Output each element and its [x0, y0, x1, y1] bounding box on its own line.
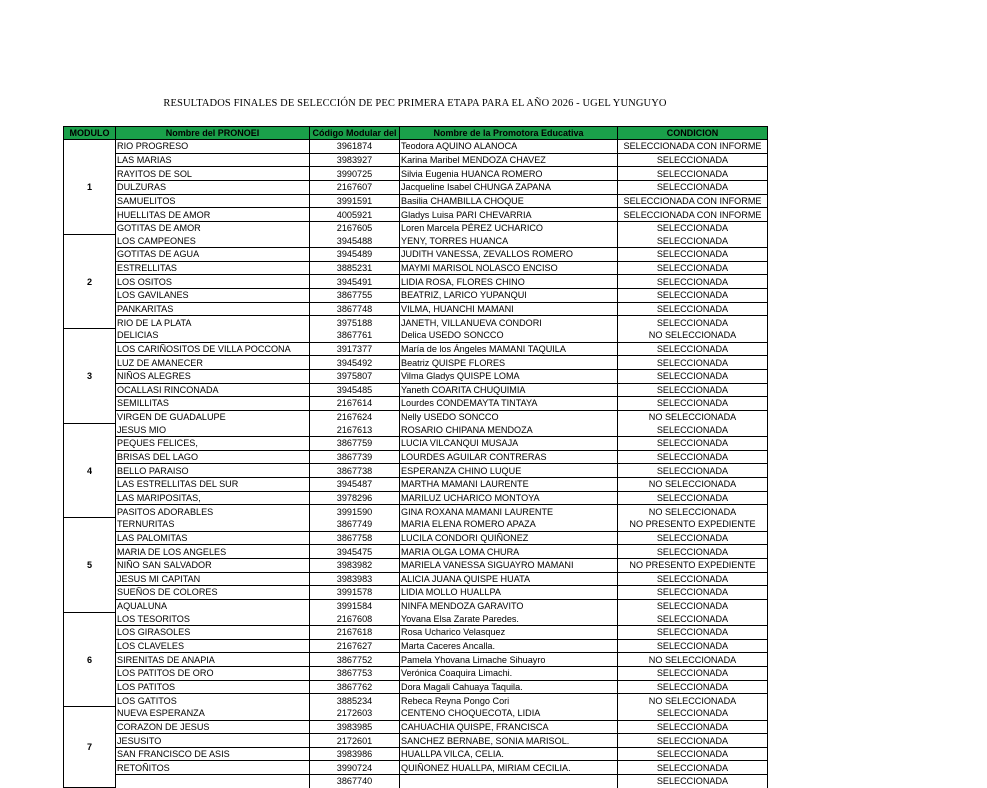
codigo-cell: 3983927	[310, 153, 400, 167]
codigo-cell: 3991578	[310, 586, 400, 600]
pronoei-name-cell: DULZURAS	[116, 180, 310, 194]
table-row	[64, 478, 768, 492]
table-row	[64, 572, 768, 586]
promotora-cell: Gladys Luisa PARI CHEVARRIA	[400, 208, 618, 222]
promotora-cell: Verónica Coaquira Limachi.	[400, 666, 618, 680]
pronoei-name-cell: LOS CLAVELES	[116, 639, 310, 653]
codigo-cell: 3975188	[310, 316, 400, 329]
promotora-cell: GINA ROXANA MAMANI LAURENTE	[400, 505, 618, 518]
codigo-cell: 3885234	[310, 694, 400, 707]
codigo-cell: 3978296	[310, 491, 400, 505]
pronoei-name-cell: OCALLASI RINCONADA	[116, 383, 310, 397]
module-number-cell: 2	[64, 234, 116, 328]
codigo-cell: 3945485	[310, 383, 400, 397]
promotora-cell: LIDIA ROSA, FLORES CHINO	[400, 275, 618, 289]
table-row	[64, 302, 768, 316]
promotora-cell: MARILUZ UCHARICO MONTOYA	[400, 491, 618, 505]
table-row	[64, 626, 768, 640]
condicion-cell: SELECCIONADA CON INFORME	[618, 208, 768, 222]
results-table	[63, 126, 768, 788]
table-row	[64, 329, 768, 342]
condicion-cell: SELECCIONADA	[618, 464, 768, 478]
table-row	[64, 491, 768, 505]
promotora-cell: Dora Magali Cahuaya Taquila.	[400, 680, 618, 694]
condicion-cell: SELECCIONADA	[618, 639, 768, 653]
codigo-cell: 3867752	[310, 653, 400, 667]
pronoei-name-cell: PEQUES FELICES,	[116, 437, 310, 451]
condicion-cell: NO SELECCIONADA	[618, 478, 768, 492]
condicion-cell: SELECCIONADA	[618, 289, 768, 303]
promotora-cell: MARTHA MAMANI LAURENTE	[400, 478, 618, 492]
codigo-cell: 3867740	[310, 775, 400, 788]
pronoei-name-cell: JESUS MI CAPITAN	[116, 572, 310, 586]
promotora-cell: Yaneth COARITA CHUQUIMIA	[400, 383, 618, 397]
condicion-cell: SELECCIONADA	[618, 734, 768, 748]
codigo-cell: 3991591	[310, 194, 400, 208]
pronoei-name-cell: GOTITAS DE AGUA	[116, 248, 310, 262]
promotora-cell: LOURDES AGUILAR CONTRERAS	[400, 450, 618, 464]
pronoei-name-cell: LUZ DE AMANECER	[116, 356, 310, 370]
header-pronoei: Nombre del PRONOEI	[116, 127, 310, 140]
pronoei-name-cell: LOS CAMPEONES	[116, 234, 310, 247]
codigo-cell: 3867738	[310, 464, 400, 478]
codigo-cell: 3867739	[310, 450, 400, 464]
table-header-row	[64, 127, 768, 140]
pronoei-name-cell: NIÑO SAN SALVADOR	[116, 558, 310, 572]
pronoei-name-cell: NIÑOS ALEGRES	[116, 369, 310, 383]
pronoei-name-cell: RIO PROGRESO	[116, 140, 310, 154]
table-row	[64, 680, 768, 694]
table-row	[64, 545, 768, 559]
codigo-cell: 3885231	[310, 261, 400, 275]
promotora-cell: BEATRIZ, LARICO YUPANQUI	[400, 289, 618, 303]
pronoei-name-cell: VIRGEN DE GUADALUPE	[116, 410, 310, 423]
codigo-cell: 3867758	[310, 531, 400, 545]
codigo-cell: 3983985	[310, 720, 400, 734]
promotora-cell: ROSARIO CHIPANA MENDOZA	[400, 423, 618, 436]
promotora-cell: MAYMI MARISOL NOLASCO ENCISO	[400, 261, 618, 275]
pronoei-name-cell: PANKARITAS	[116, 302, 310, 316]
codigo-cell: 3867748	[310, 302, 400, 316]
condicion-cell: NO PRESENTO EXPEDIENTE	[618, 518, 768, 531]
condicion-cell: SELECCIONADA	[618, 397, 768, 411]
pronoei-name-cell: LAS MARIPOSITAS,	[116, 491, 310, 505]
codigo-cell: 2167624	[310, 410, 400, 423]
table-row	[64, 653, 768, 667]
promotora-cell: HUALLPA VILCA, CELIA.	[400, 747, 618, 761]
pronoei-name-cell: ESTRELLITAS	[116, 261, 310, 275]
promotora-cell: Loren Marcela PÉREZ UCHARICO	[400, 221, 618, 234]
table-row	[64, 639, 768, 653]
condicion-cell: SELECCIONADA	[618, 316, 768, 329]
table-row	[64, 586, 768, 600]
condicion-cell: SELECCIONADA CON INFORME	[618, 140, 768, 154]
pronoei-name-cell: LAS ESTRELLITAS DEL SUR	[116, 478, 310, 492]
condicion-cell: SELECCIONADA	[618, 747, 768, 761]
table-row	[64, 194, 768, 208]
table-row	[64, 289, 768, 303]
table-row	[64, 397, 768, 411]
condicion-cell: SELECCIONADA	[618, 369, 768, 383]
table-row	[64, 720, 768, 734]
condicion-cell: SELECCIONADA	[618, 180, 768, 194]
pronoei-name-cell: LOS GAVILANES	[116, 289, 310, 303]
pronoei-name-cell: SUEÑOS DE COLORES	[116, 586, 310, 600]
table-row	[64, 234, 768, 247]
promotora-cell: JANETH, VILLANUEVA CONDORI	[400, 316, 618, 329]
module-number-cell: 3	[64, 329, 116, 423]
condicion-cell: NO SELECCIONADA	[618, 329, 768, 342]
table-row	[64, 775, 768, 788]
pronoei-name-cell: GOTITAS DE AMOR	[116, 221, 310, 234]
promotora-cell: Vilma Gladys QUISPE LOMA	[400, 369, 618, 383]
codigo-cell: 2167608	[310, 612, 400, 625]
codigo-cell: 3983982	[310, 558, 400, 572]
condicion-cell: SELECCIONADA	[618, 234, 768, 247]
condicion-cell: SELECCIONADA	[618, 666, 768, 680]
codigo-cell: 3945489	[310, 248, 400, 262]
promotora-cell: Jacqueline Isabel CHUNGA ZAPANA	[400, 180, 618, 194]
codigo-cell: 2167618	[310, 626, 400, 640]
table-row	[64, 531, 768, 545]
condicion-cell: SELECCIONADA	[618, 356, 768, 370]
table-row	[64, 275, 768, 289]
promotora-cell: Basilia CHAMBILLA CHOQUE	[400, 194, 618, 208]
pronoei-name-cell: RAYITOS DE SOL	[116, 167, 310, 181]
pronoei-name-cell: LAS PALOMITAS	[116, 531, 310, 545]
promotora-cell: Teodora AQUINO ALANOCA	[400, 140, 618, 154]
codigo-cell: 3867761	[310, 329, 400, 342]
condicion-cell: SELECCIONADA	[618, 221, 768, 234]
promotora-cell: ESPERANZA CHINO LUQUE	[400, 464, 618, 478]
promotora-cell: VILMA, HUANCHI MAMANI	[400, 302, 618, 316]
promotora-cell: Lourdes CONDEMAYTA TINTAYA	[400, 397, 618, 411]
condicion-cell: SELECCIONADA	[618, 599, 768, 612]
pronoei-name-cell: SAMUELITOS	[116, 194, 310, 208]
pronoei-name-cell: JESUSITO	[116, 734, 310, 748]
promotora-cell	[400, 775, 618, 788]
condicion-cell: SELECCIONADA	[618, 680, 768, 694]
pronoei-name-cell: AQUALUNA	[116, 599, 310, 612]
pronoei-name-cell: SEMILLITAS	[116, 397, 310, 411]
table-row	[64, 464, 768, 478]
table-row	[64, 437, 768, 451]
module-number-cell: 6	[64, 612, 116, 706]
promotora-cell: Karina Maribel MENDOZA CHAVEZ	[400, 153, 618, 167]
codigo-cell: 2167613	[310, 423, 400, 436]
promotora-cell: JUDITH VANESSA, ZEVALLOS ROMERO	[400, 248, 618, 262]
promotora-cell: Rosa Ucharico Velasquez	[400, 626, 618, 640]
condicion-cell: SELECCIONADA CON INFORME	[618, 194, 768, 208]
promotora-cell: Beatriz QUISPE FLORES	[400, 356, 618, 370]
promotora-cell: YENY, TORRES HUANCA	[400, 234, 618, 247]
codigo-cell: 3867753	[310, 666, 400, 680]
codigo-cell: 2167607	[310, 180, 400, 194]
table-row	[64, 167, 768, 181]
codigo-cell: 3867755	[310, 289, 400, 303]
promotora-cell: CAHUACHIA QUISPE, FRANCISCA	[400, 720, 618, 734]
table-row	[64, 518, 768, 531]
codigo-cell: 3945487	[310, 478, 400, 492]
codigo-cell: 3983983	[310, 572, 400, 586]
promotora-cell: LIDIA MOLLO HUALLPA	[400, 586, 618, 600]
promotora-cell: NINFA MENDOZA GARAVITO	[400, 599, 618, 612]
pronoei-name-cell: PASITOS ADORABLES	[116, 505, 310, 518]
header-modulo: MODULO	[64, 127, 116, 140]
condicion-cell: SELECCIONADA	[618, 531, 768, 545]
condicion-cell: SELECCIONADA	[618, 383, 768, 397]
condicion-cell: SELECCIONADA	[618, 545, 768, 559]
promotora-cell: LUCIA VILCANQUI MUSAJA	[400, 437, 618, 451]
promotora-cell: LUCILA CONDORI QUIÑONEZ	[400, 531, 618, 545]
codigo-cell: 3945491	[310, 275, 400, 289]
pronoei-name-cell	[116, 775, 310, 788]
table-row	[64, 316, 768, 329]
promotora-cell: MARIELA VANESSA SIGUAYRO MAMANI	[400, 558, 618, 572]
condicion-cell: SELECCIONADA	[618, 261, 768, 275]
codigo-cell: 3945475	[310, 545, 400, 559]
codigo-cell: 2172601	[310, 734, 400, 748]
pronoei-name-cell: SIRENITAS DE ANAPIA	[116, 653, 310, 667]
table-row	[64, 707, 768, 720]
module-number-cell: 4	[64, 423, 116, 517]
table-row	[64, 558, 768, 572]
pronoei-name-cell: TERNURITAS	[116, 518, 310, 531]
codigo-cell: 2167627	[310, 639, 400, 653]
pronoei-name-cell: LOS PATITOS	[116, 680, 310, 694]
promotora-cell: ALICIA JUANA QUISPE HUATA	[400, 572, 618, 586]
codigo-cell: 2167605	[310, 221, 400, 234]
pronoei-name-cell: RIO DE LA PLATA	[116, 316, 310, 329]
table-row	[64, 369, 768, 383]
pronoei-name-cell: BELLO PARAISO	[116, 464, 310, 478]
condicion-cell: SELECCIONADA	[618, 302, 768, 316]
pronoei-name-cell: LOS GATITOS	[116, 694, 310, 707]
codigo-cell: 3867749	[310, 518, 400, 531]
condicion-cell: NO SELECCIONADA	[618, 410, 768, 423]
promotora-cell: CENTENO CHOQUECOTA, LIDIA	[400, 707, 618, 720]
pronoei-name-cell: RETOÑITOS	[116, 761, 310, 775]
condicion-cell: SELECCIONADA	[618, 275, 768, 289]
condicion-cell: SELECCIONADA	[618, 775, 768, 788]
promotora-cell: Silvia Eugenia HUANCA ROMERO	[400, 167, 618, 181]
table-row	[64, 153, 768, 167]
pronoei-name-cell: LOS CARIÑOSITOS DE VILLA POCCONA	[116, 342, 310, 356]
codigo-cell: 3990724	[310, 761, 400, 775]
table-row	[64, 612, 768, 625]
table-row	[64, 383, 768, 397]
codigo-cell: 3990725	[310, 167, 400, 181]
promotora-cell: María de los Ángeles MAMANI TAQUILA	[400, 342, 618, 356]
condicion-cell: SELECCIONADA	[618, 423, 768, 436]
codigo-cell: 3917377	[310, 342, 400, 356]
codigo-cell: 3991584	[310, 599, 400, 612]
table-row	[64, 180, 768, 194]
codigo-cell: 4005921	[310, 208, 400, 222]
results-body	[64, 140, 768, 788]
header-promotora: Nombre de la Promotora Educativa	[400, 127, 618, 140]
table-row	[64, 248, 768, 262]
pronoei-name-cell: LOS GIRASOLES	[116, 626, 310, 640]
table-row	[64, 599, 768, 612]
codigo-cell: 3867759	[310, 437, 400, 451]
table-row	[64, 747, 768, 761]
pronoei-name-cell: JESUS MIO	[116, 423, 310, 436]
promotora-cell: Delica USEDO SONCCO	[400, 329, 618, 342]
pronoei-name-cell: MARIA DE LOS ANGELES	[116, 545, 310, 559]
pronoei-name-cell: CORAZON DE JESUS	[116, 720, 310, 734]
condicion-cell: NO SELECCIONADA	[618, 653, 768, 667]
codigo-cell: 3945492	[310, 356, 400, 370]
promotora-cell: MARIA ELENA ROMERO APAZA	[400, 518, 618, 531]
pronoei-name-cell: NUEVA ESPERANZA	[116, 707, 310, 720]
table-row	[64, 761, 768, 775]
table-row	[64, 423, 768, 436]
pronoei-name-cell: LOS TESORITOS	[116, 612, 310, 625]
module-number-cell: 1	[64, 140, 116, 235]
condicion-cell: SELECCIONADA	[618, 342, 768, 356]
table-row	[64, 734, 768, 748]
codigo-cell: 3983986	[310, 747, 400, 761]
pronoei-name-cell: LOS PATITOS DE ORO	[116, 666, 310, 680]
promotora-cell: Marta Caceres Ancalla.	[400, 639, 618, 653]
table-row	[64, 505, 768, 518]
table-row	[64, 694, 768, 707]
module-number-cell: 5	[64, 518, 116, 612]
header-condicion: CONDICION	[618, 127, 768, 140]
promotora-cell: Nelly USEDO SONCCO	[400, 410, 618, 423]
pronoei-name-cell: BRISAS DEL LAGO	[116, 450, 310, 464]
table-row	[64, 356, 768, 370]
promotora-cell: Pamela Yhovana Limache Sihuayro	[400, 653, 618, 667]
table-row	[64, 666, 768, 680]
table-row	[64, 450, 768, 464]
condicion-cell: NO PRESENTO EXPEDIENTE	[618, 558, 768, 572]
table-row	[64, 221, 768, 234]
promotora-cell: Rebeca Reyna Pongo Cori	[400, 694, 618, 707]
pronoei-name-cell: DELICIAS	[116, 329, 310, 342]
condicion-cell: NO SELECCIONADA	[618, 694, 768, 707]
codigo-cell: 3975807	[310, 369, 400, 383]
condicion-cell: SELECCIONADA	[618, 626, 768, 640]
condicion-cell: NO SELECCIONADA	[618, 505, 768, 518]
pronoei-name-cell: LOS OSITOS	[116, 275, 310, 289]
pronoei-name-cell: LAS MARIAS	[116, 153, 310, 167]
promotora-cell: QUIÑONEZ HUALLPA, MIRIAM CECILIA.	[400, 761, 618, 775]
condicion-cell: SELECCIONADA	[618, 720, 768, 734]
condicion-cell: SELECCIONADA	[618, 612, 768, 625]
condicion-cell: SELECCIONADA	[618, 450, 768, 464]
condicion-cell: SELECCIONADA	[618, 491, 768, 505]
table-row	[64, 410, 768, 423]
condicion-cell: SELECCIONADA	[618, 707, 768, 720]
pronoei-name-cell: SAN FRANCISCO DE ASIS	[116, 747, 310, 761]
document-title: RESULTADOS FINALES DE SELECCIÓN DE PEC PRIMERA ETAPA PARA EL AÑO 2026 - UGEL YUNGUYO	[163, 98, 667, 109]
codigo-cell: 3961874	[310, 140, 400, 154]
promotora-cell: MARIA OLGA LOMA CHURA	[400, 545, 618, 559]
table-row	[64, 140, 768, 154]
condicion-cell: SELECCIONADA	[618, 586, 768, 600]
condicion-cell: SELECCIONADA	[618, 437, 768, 451]
codigo-cell: 2172603	[310, 707, 400, 720]
promotora-cell: SANCHEZ BERNABE, SONIA MARISOL.	[400, 734, 618, 748]
pronoei-name-cell: HUELLITAS DE AMOR	[116, 208, 310, 222]
condicion-cell: SELECCIONADA	[618, 167, 768, 181]
promotora-cell: Yovana Elsa Zarate Paredes.	[400, 612, 618, 625]
codigo-cell: 3991590	[310, 505, 400, 518]
codigo-cell: 2167614	[310, 397, 400, 411]
codigo-cell: 3867762	[310, 680, 400, 694]
table-row	[64, 208, 768, 222]
condicion-cell: SELECCIONADA	[618, 761, 768, 775]
codigo-cell: 3945488	[310, 234, 400, 247]
table-row	[64, 342, 768, 356]
table-row	[64, 261, 768, 275]
condicion-cell: SELECCIONADA	[618, 153, 768, 167]
condicion-cell: SELECCIONADA	[618, 572, 768, 586]
module-number-cell: 7	[64, 707, 116, 788]
header-codigo: Código Modular del	[310, 127, 400, 140]
condicion-cell: SELECCIONADA	[618, 248, 768, 262]
